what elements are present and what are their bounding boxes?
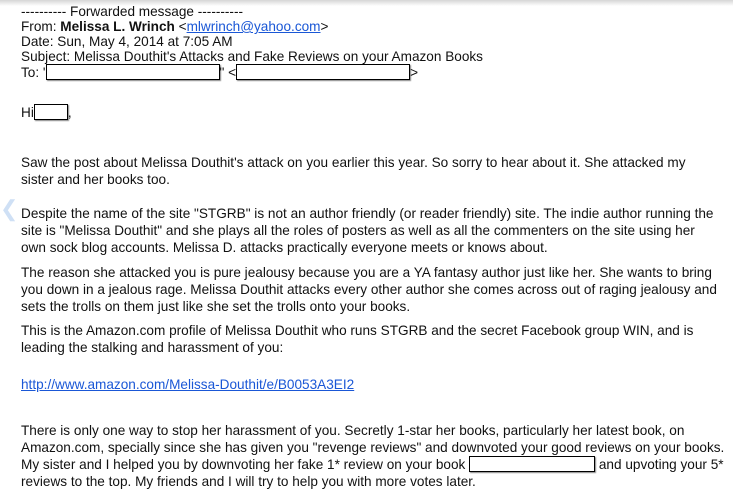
to-label: To: ' [21,65,46,80]
to-line: To: ' " < > [21,65,419,80]
redacted-book-title [469,456,595,472]
from-line: From: Melissa L. Wrinch <mlwrinch@yahoo.com> [21,19,329,34]
paragraph-5-text-end: and upvoting your 5* reviews to the top. My friends and I will try to help you with more votes later. [21,457,724,489]
chevron-left-icon[interactable]: ❮ [0,196,19,221]
greeting-text: Hi [21,105,34,120]
paragraph-1: Saw the post about Melissa Douthit's attack on you earlier this year. So sorry to hear about it. She attacked my sister and her books too. [21,155,686,187]
greeting: Hi , [21,105,72,120]
sender-email-link[interactable]: mlwrinch@yahoo.com [186,19,321,34]
redacted-recipient [34,104,68,120]
amazon-profile-link[interactable]: http://www.amazon.com/Melissa-Douthit/e/B0053A3EI2 [21,377,355,392]
forwarded-header [21,4,483,80]
from-label: From: [21,19,61,34]
paragraph-3: The reason she attacked you is pure jealousy because you are a YA fantasy author just like her. She wants to bring you down in a jealous rage. Melissa Douthit attacks every other author she comes across out of raging jealousy and sets the trolls on them just like she set the trolls onto your books. [21,265,717,314]
paragraph-4: This is the Amazon.com profile of Melissa Douthit who runs STGRB and the secret Facebook group WIN, and is leading the stalking and harassment of you: [21,323,694,355]
paragraph-2: Despite the name of the site "STGRB" is not an author friendly (or reader friendly) site. The indie author running the site is "Melissa Douthit" and she plays all the roles of posters as well as all the commenters on the site using her own sock blog accounts. Melissa D. attacks practically everyone meets or knows about. [21,206,714,255]
redacted-email [236,64,410,80]
sender-name: Melissa L. Wrinch [60,19,175,34]
paragraph-5-text: There is only one way to stop her harassment of you. Secretly 1-star her books, particularly her latest book, on Amazon.com, specially since she has given you "revenge reviews" and downvoted your good reviews on your books. My sister and I helped you by downvoting her fake 1* review on your book [21,423,725,472]
date-line: Date: Sun, May 4, 2014 at 7:05 AM [21,34,233,49]
forwarded-line: ---------- Forwarded message ---------- [21,4,244,19]
link-paragraph [21,376,721,393]
paragraph-5 [21,422,726,490]
subject-line: Subject: Melissa Douthit's Attacks and Fake Reviews on your Amazon Books [21,49,483,64]
redacted-name [46,64,220,80]
